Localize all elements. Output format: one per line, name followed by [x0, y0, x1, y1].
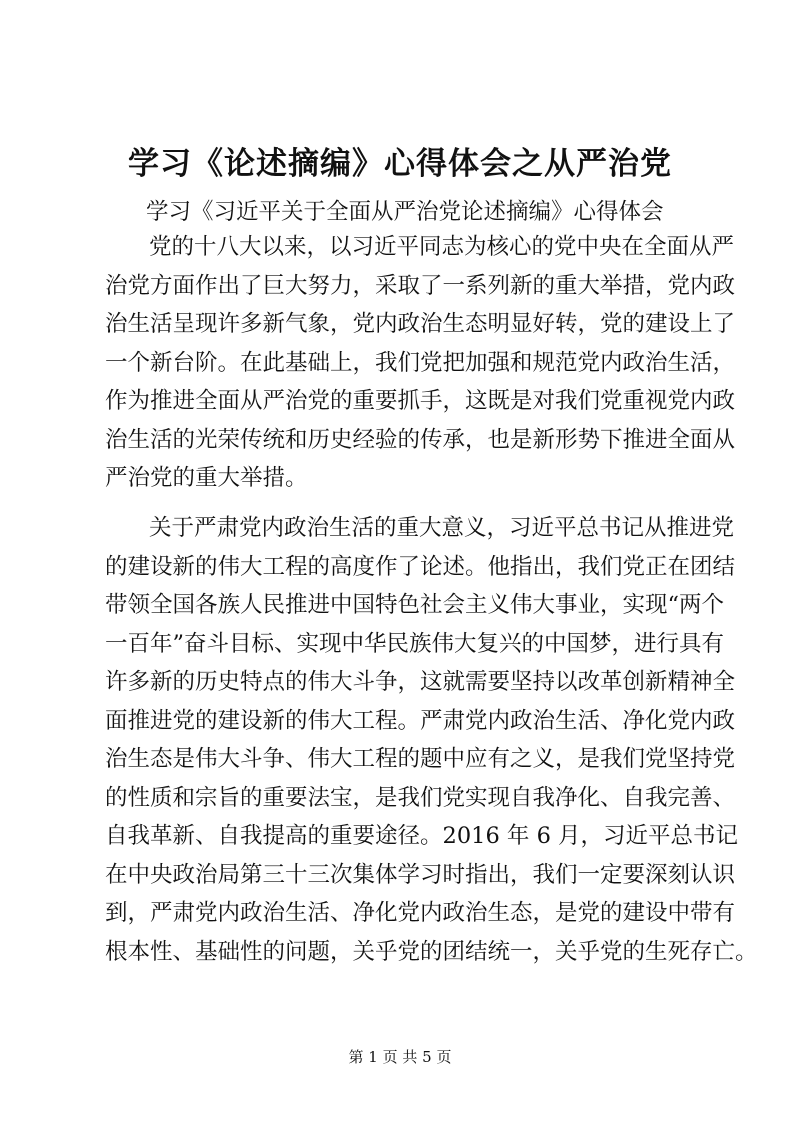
- paragraph-line: 在中央政治局第三十三次集体学习时指出，我们一定要深刻认识: [105, 861, 736, 888]
- paragraph-1: [105, 228, 736, 498]
- paragraph-line: 带领全国各族人民推进中国特色社会主义伟大事业，实现“两个: [105, 592, 725, 618]
- paragraph-line: 的性质和宗旨的重要法宝，是我们党实现自我净化、自我完善、: [105, 784, 736, 811]
- paragraph-line: 治生活呈现许多新气象，党内政治生态明显好转，党的建设上了: [105, 311, 736, 337]
- paragraph-2: [105, 509, 758, 971]
- paragraph-line: 严治党的重大举措。: [105, 465, 308, 491]
- page-number: 第 1 页 共 5 页: [348, 1048, 452, 1066]
- paragraph-line: 的建设新的伟大工程的高度作了论述。他指出，我们党正在团结: [105, 553, 736, 580]
- paragraph-line: 治生态是伟大斗争、伟大工程的题中应有之义，是我们党坚持党: [105, 746, 736, 772]
- paragraph-line: 到，严肃党内政治生活、净化党内政治生态，是党的建设中带有: [105, 900, 736, 926]
- document-title: 学习《论述摘编》心得体会之从严治党: [128, 146, 672, 182]
- paragraph-line: 一百年”奋斗目标、实现中华民族伟大复兴的中国梦，进行具有: [105, 630, 725, 657]
- paragraph-line: 作为推进全面从严治党的重要抓手，这既是对我们党重视党内政: [105, 388, 736, 414]
- paragraph-line: 一个新台阶。在此基础上，我们党把加强和规范党内政治生活，: [105, 349, 736, 376]
- paragraph-line: 党的十八大以来，以习近平同志为核心的党中央在全面从严: [149, 234, 735, 260]
- paragraph-line: 治生活的光荣传统和历史经验的传承，也是新形势下推进全面从: [105, 426, 736, 453]
- paragraph-line: 许多新的历史特点的伟大斗争，这就需要坚持以改革创新精神全: [105, 669, 736, 695]
- paragraph-line: 治党方面作出了巨大努力，采取了一系列新的重大举措，党内政: [105, 272, 736, 299]
- paragraph-line: 面推进党的建设新的伟大工程。严肃党内政治生活、净化党内政: [105, 707, 736, 734]
- paragraph-line: 自我革新、自我提高的重要途径。2016 年 6 月，习近平总书记: [105, 823, 739, 849]
- paragraph-line: 关于严肃党内政治生活的重大意义，习近平总书记从推进党: [149, 515, 735, 541]
- paragraph-line: 根本性、基础性的问题，关乎党的团结统一，关乎党的生死存亡。: [105, 938, 758, 965]
- document-subtitle: 学习《习近平关于全面从严治党论述摘编》心得体会: [146, 199, 664, 225]
